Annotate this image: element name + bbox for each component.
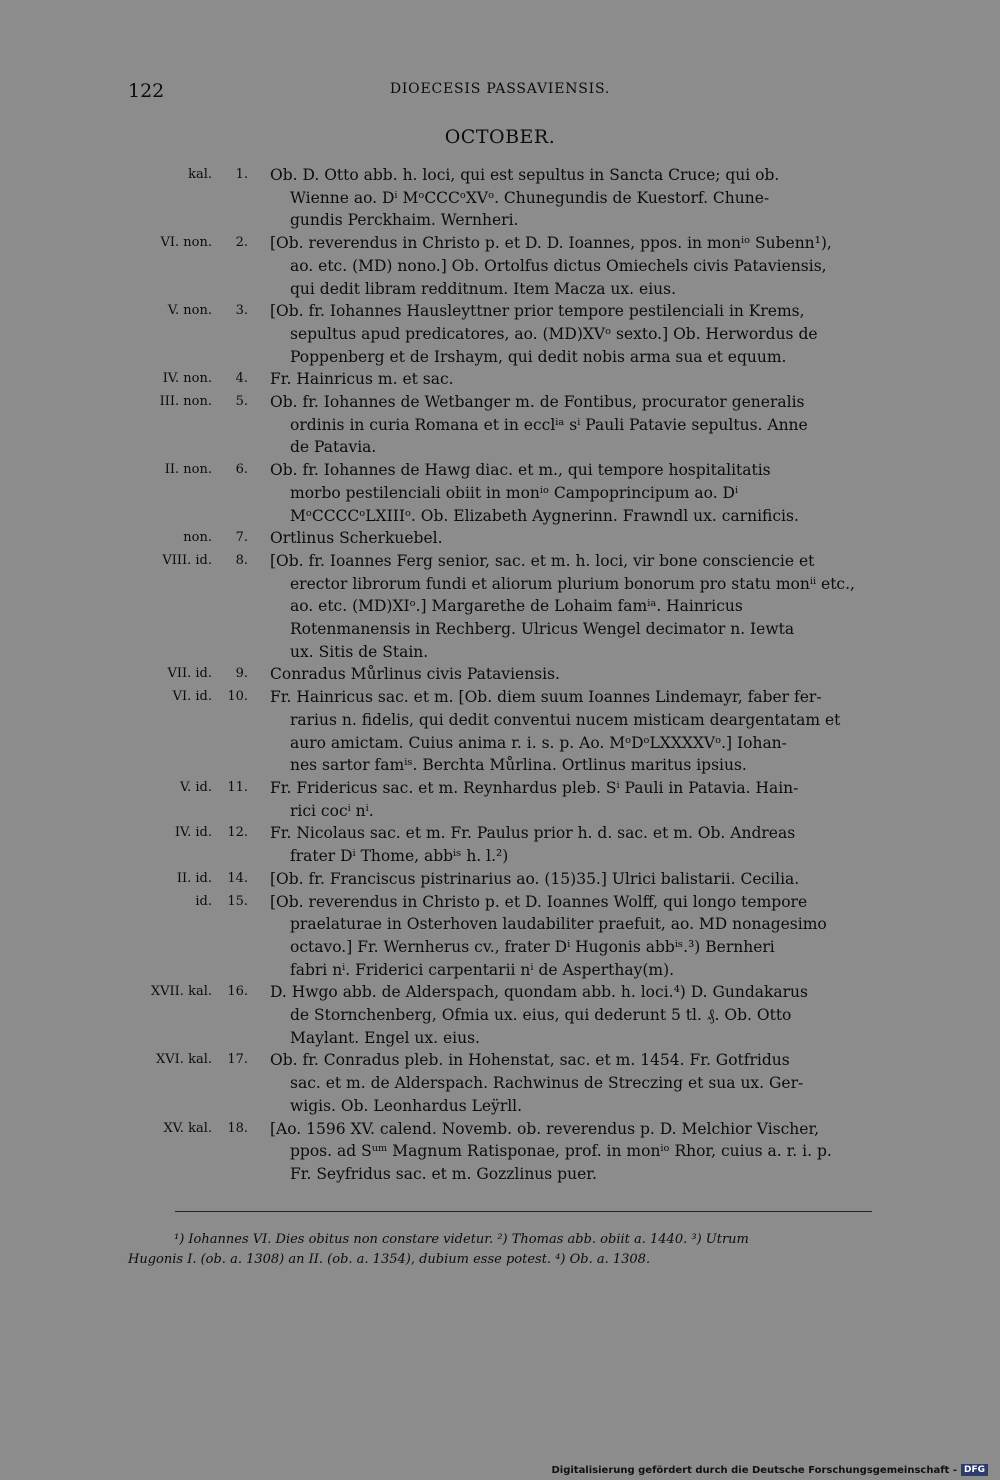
calendar-entry bbox=[100, 777, 880, 822]
dfg-logo: DFG bbox=[961, 1464, 988, 1476]
calendar-entry bbox=[100, 459, 880, 527]
entry-day-number: 4. bbox=[235, 371, 248, 387]
entry-line: sepultus apud predicatores, ao. (MD)XVᵒ sexto.] Ob. Herwordus de bbox=[290, 324, 818, 343]
entry-day-number: 5. bbox=[235, 394, 248, 410]
entry-day-number: 14. bbox=[227, 870, 248, 886]
entry-line: Ob. fr. Iohannes de Hawg diac. et m., qui tempore hospitalitatis bbox=[270, 461, 771, 480]
entry-line: sac. et m. de Alderspach. Rachwinus de Streczing et sua ux. Ger- bbox=[290, 1074, 804, 1093]
entry-date: VII. id. bbox=[167, 666, 212, 682]
entry-text bbox=[270, 822, 880, 867]
entry-text bbox=[270, 1118, 880, 1186]
calendar-entry bbox=[100, 368, 880, 391]
entry-line: Fr. Nicolaus sac. et m. Fr. Paulus prior h. d. sac. et m. Ob. Andreas bbox=[270, 824, 796, 843]
entry-line: Ob. D. Otto abb. h. loci, qui est sepultus in Sancta Cruce; qui ob. bbox=[270, 166, 780, 184]
footer-text: Digitalisierung gefördert durch die Deutsche Forschungsgemeinschaft - bbox=[551, 1464, 957, 1476]
entry-line: [Ob. fr. Ioannes Ferg senior, sac. et m. h. loci, vir bone consciencie et bbox=[270, 551, 815, 570]
entry-line: Maylant. Engel ux. eius. bbox=[290, 1028, 480, 1047]
calendar-entry bbox=[100, 164, 880, 232]
entry-line: Ob. fr. Iohannes de Wetbanger m. de Fontibus, procurator generalis bbox=[270, 393, 805, 412]
entry-day-number: 6. bbox=[235, 462, 248, 478]
entry-text bbox=[270, 300, 880, 368]
calendar-entry bbox=[100, 1118, 880, 1186]
entry-text bbox=[270, 550, 880, 664]
entry-line: ppos. ad Sᵘᵐ Magnum Ratisponae, prof. in monⁱᵒ Rhor, cuius a. r. i. p. bbox=[290, 1142, 832, 1161]
calendar-entry bbox=[100, 232, 880, 300]
entry-date: V. non. bbox=[167, 303, 212, 319]
entry-day-number: 2. bbox=[235, 235, 248, 251]
footer-credit bbox=[551, 1462, 988, 1478]
entry-line: Fr. Seyfridus sac. et m. Gozzlinus puer. bbox=[290, 1164, 597, 1183]
calendar-entry bbox=[100, 868, 880, 891]
entry-date: XVI. kal. bbox=[156, 1052, 212, 1068]
entry-date: kal. bbox=[188, 167, 212, 182]
entry-day-number: 3. bbox=[235, 303, 248, 319]
entry-line: Fr. Hainricus m. et sac. bbox=[270, 370, 454, 389]
calendar-entry bbox=[100, 391, 880, 459]
entry-date: id. bbox=[195, 893, 212, 909]
entry-line: erector librorum fundi et aliorum plurium bonorum pro statu monⁱⁱ etc., bbox=[290, 574, 855, 593]
entry-line: rarius n. fidelis, qui dedit conventui nucem misticam deargentatam et bbox=[290, 710, 841, 729]
entry-text bbox=[270, 686, 880, 777]
entry-line: ordinis in curia Romana et in ecclⁱᵃ sⁱ Pauli Patavie sepultus. Anne bbox=[290, 415, 808, 434]
entry-text bbox=[270, 663, 880, 686]
entry-text bbox=[270, 164, 880, 232]
entry-text bbox=[270, 232, 880, 300]
entry-line: ao. etc. (MD) nono.] Ob. Ortolfus dictus Omiechels civis Pataviensis, bbox=[290, 256, 827, 275]
entry-line: [Ob. fr. Franciscus pistrinarius ao. (15)35.] Ulrici balistarii. Cecilia. bbox=[270, 869, 800, 888]
entry-date: III. non. bbox=[159, 394, 212, 410]
entry-line: ao. etc. (MD)XIᵒ.] Margarethe de Lohaim famⁱᵃ. Hainricus bbox=[290, 597, 743, 616]
entry-line: D. Hwgo abb. de Alderspach, quondam abb. h. loci.⁴) D. Gundakarus bbox=[270, 983, 808, 1002]
entry-text bbox=[270, 868, 880, 891]
calendar-entry bbox=[100, 981, 880, 1049]
entry-day-number: 8. bbox=[235, 552, 248, 568]
calendar-entry bbox=[100, 686, 880, 777]
entry-date: IV. id. bbox=[174, 825, 212, 841]
calendar-entry bbox=[100, 550, 880, 664]
entry-line: frater Dⁱ Thome, abbⁱˢ h. l.²) bbox=[290, 847, 509, 866]
entry-text bbox=[270, 391, 880, 459]
entry-day-number: 17. bbox=[227, 1052, 248, 1068]
entry-date: non. bbox=[183, 530, 212, 546]
entry-date: II. id. bbox=[176, 870, 212, 886]
entry-text bbox=[270, 459, 880, 527]
entry-line: de Patavia. bbox=[290, 438, 377, 457]
entry-line: Wienne ao. Dⁱ MᵒCCCᵒXVᵒ. Chunegundis de Kuestorf. Chune- bbox=[290, 188, 770, 207]
entry-day-number: 15. bbox=[227, 893, 248, 909]
entry-line: Fr. Fridericus sac. et m. Reynhardus pleb. Sⁱ Pauli in Patavia. Hain- bbox=[270, 778, 799, 797]
calendar-entry bbox=[100, 822, 880, 867]
entry-text bbox=[270, 1049, 880, 1117]
entry-date: VI. id. bbox=[172, 689, 212, 705]
entry-line: [Ao. 1596 XV. calend. Novemb. ob. reverendus p. D. Melchior Vischer, bbox=[270, 1119, 820, 1138]
entry-day-number: 10. bbox=[227, 689, 248, 705]
entry-line: nes sartor famⁱˢ. Berchta Můrlina. Ortlinus maritus ipsius. bbox=[290, 756, 747, 775]
entry-line: de Stornchenberg, Ofmia ux. eius, qui dederunt 5 tl. ₰. Ob. Otto bbox=[290, 1006, 792, 1025]
entry-line: ux. Sitis de Stain. bbox=[290, 642, 429, 661]
entry-line: [Ob. reverendus in Christo p. et D. Ioannes Wolff, qui longo tempore bbox=[270, 892, 808, 911]
entry-line: Ob. fr. Conradus pleb. in Hohenstat, sac. et m. 1454. Fr. Gotfridus bbox=[270, 1051, 790, 1070]
entry-line: Poppenberg et de Irshaym, qui dedit nobis arma sua et equum. bbox=[290, 347, 787, 366]
footnote-line: Hugonis I. (ob. a. 1308) an II. (ob. a. 1354), dubium esse potest. ⁴) Ob. a. 1308. bbox=[128, 1252, 651, 1267]
entry-date: V. id. bbox=[180, 779, 212, 795]
entry-text bbox=[270, 777, 880, 822]
entry-line: fabri nⁱ. Friderici carpentarii nⁱ de Asperthay(m). bbox=[290, 960, 675, 979]
entry-date: VIII. id. bbox=[162, 552, 212, 568]
entry-text bbox=[270, 981, 880, 1049]
entry-line: octavo.] Fr. Wernherus cv., frater Dⁱ Hugonis abbⁱˢ.³) Bernheri bbox=[290, 937, 775, 956]
footnote-rule bbox=[175, 1211, 872, 1212]
calendar-entry bbox=[100, 527, 880, 550]
calendar-entry bbox=[100, 663, 880, 686]
page-number: 122 bbox=[128, 80, 165, 102]
entry-line: Ortlinus Scherkuebel. bbox=[270, 529, 443, 548]
entry-date: II. non. bbox=[164, 462, 212, 478]
entry-date: IV. non. bbox=[162, 371, 212, 387]
running-head: DIOECESIS PASSAVIENSIS. bbox=[389, 81, 611, 97]
entry-text bbox=[270, 527, 880, 550]
entry-line: morbo pestilenciali obiit in monⁱᵒ Campoprincipum ao. Dⁱ bbox=[290, 483, 739, 502]
footnote-line: ¹) Iohannes VI. Dies obitus non constare videtur. ²) Thomas abb. obiit a. 1440. ³) Utrum bbox=[174, 1232, 749, 1247]
entry-day-number: 11. bbox=[227, 779, 248, 795]
entry-line: auro amictam. Cuius anima r. i. s. p. Ao. MᵒDᵒLXXXXVᵒ.] Iohan- bbox=[290, 733, 787, 752]
calendar-entry bbox=[100, 300, 880, 368]
entry-day-number: 18. bbox=[227, 1120, 248, 1136]
entry-line: qui dedit libram redditnum. Item Macza ux. eius. bbox=[290, 279, 677, 298]
entry-line: wigis. Ob. Leonhardus Leÿrll. bbox=[290, 1096, 523, 1115]
entry-line: Rotenmanensis in Rechberg. Ulricus Wengel decimator n. Iewta bbox=[290, 620, 795, 639]
calendar-entry bbox=[100, 891, 880, 982]
entry-line: [Ob. fr. Iohannes Hausleyttner prior tempore pestilenciali in Krems, bbox=[270, 302, 805, 321]
entry-day-number: 1. bbox=[235, 167, 248, 182]
entry-day-number: 12. bbox=[227, 825, 248, 841]
entry-line: gundis Perckhaim. Wernheri. bbox=[290, 211, 519, 230]
month-title: OCTOBER. bbox=[444, 126, 556, 148]
entry-line: Conradus Můrlinus civis Pataviensis. bbox=[270, 665, 560, 684]
entry-line: MᵒCCCCᵒLXIIIᵒ. Ob. Elizabeth Aygnerinn. Frawndl ux. carnificis. bbox=[290, 506, 799, 525]
entry-line: Fr. Hainricus sac. et m. [Ob. diem suum Ioannes Lindemayr, faber fer- bbox=[270, 688, 822, 707]
footnotes bbox=[128, 1230, 873, 1270]
calendar-entries bbox=[100, 164, 880, 1186]
entry-date: XV. kal. bbox=[163, 1120, 212, 1136]
calendar-entry bbox=[100, 1049, 880, 1117]
entry-day-number: 7. bbox=[235, 530, 248, 546]
entry-text bbox=[270, 368, 880, 391]
entry-date: VI. non. bbox=[160, 235, 212, 251]
entry-day-number: 16. bbox=[227, 984, 248, 1000]
entry-date: XVII. kal. bbox=[150, 984, 212, 1000]
entry-day-number: 9. bbox=[235, 666, 248, 682]
entry-line: rici cocⁱ nⁱ. bbox=[290, 801, 374, 820]
entry-line: praelaturae in Osterhoven laudabiliter praefuit, ao. MD nonagesimo bbox=[290, 915, 827, 934]
entry-line: [Ob. reverendus in Christo p. et D. D. Ioannes, ppos. in monⁱᵒ Subenn¹), bbox=[270, 234, 832, 253]
entry-text bbox=[270, 891, 880, 982]
